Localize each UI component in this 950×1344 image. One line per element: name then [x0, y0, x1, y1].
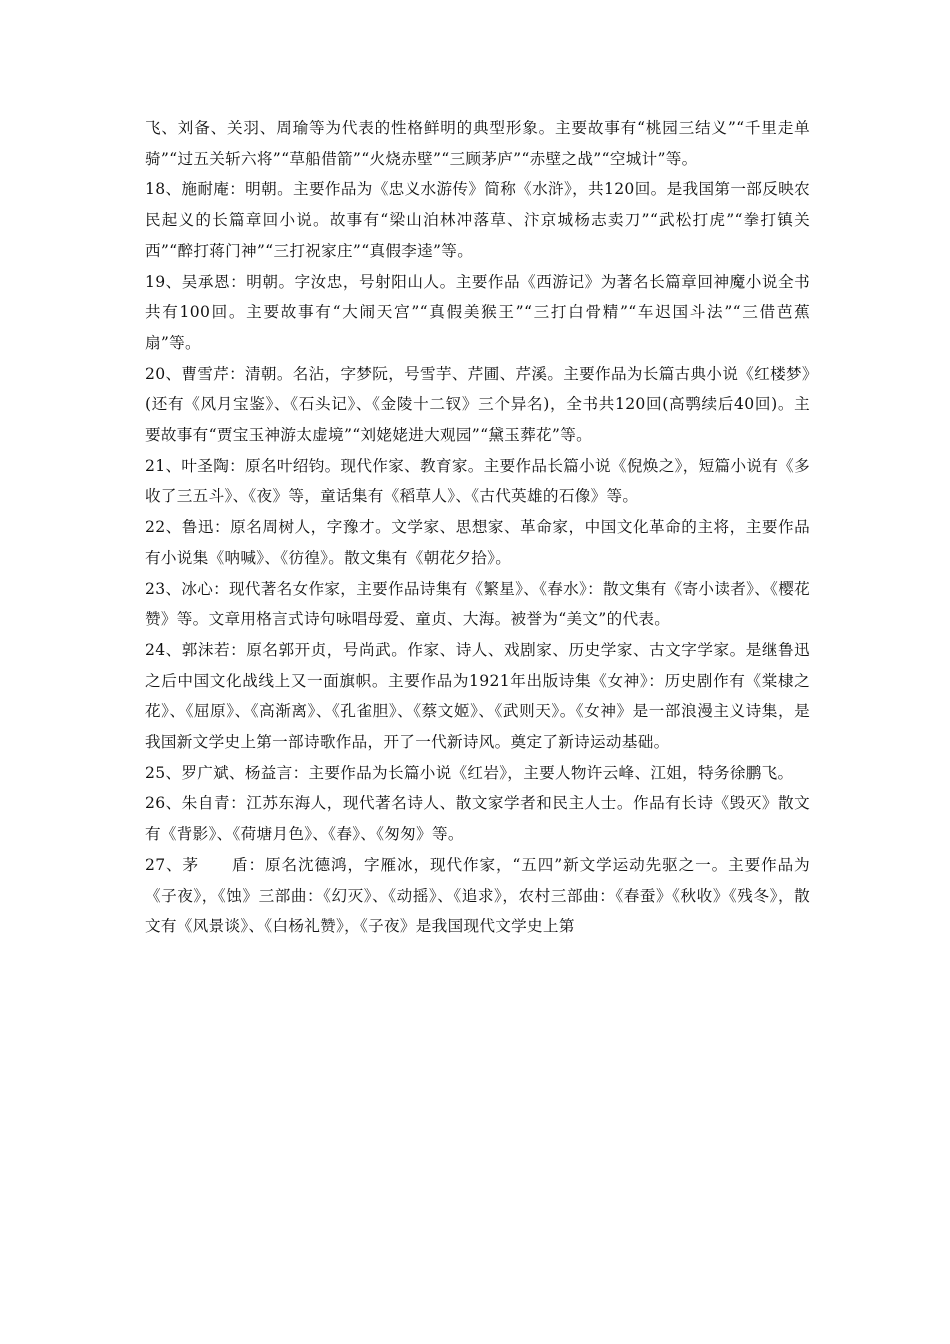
- document-page: [145, 113, 810, 942]
- paragraph-sanguo-continuation: 飞、刘备、关羽、周瑜等为代表的性格鲜明的典型形象。主要故事有“桃园三结义”“千里走单骑”“过五关斩六将”“草船借箭”“火烧赤壁”“三顾茅庐”“赤壁之战”“空城计”等。: [145, 119, 810, 168]
- paragraph-lu-xun: 22、鲁迅：原名周树人，字豫才。文学家、思想家、革命家，中国文化革命的主将，主要作品有小说集《呐喊》、《彷徨》。散文集有《朝花夕拾》。: [145, 518, 810, 567]
- paragraph-cao-xueqin: 20、曹雪芹：清朝。名沾，字梦阮，号雪芋、芹圃、芹溪。主要作品为长篇古典小说《红楼梦》(还有《风月宝鉴》、《石头记》、《金陵十二钗》三个异名)，全书共120回(高鹗续后40回)。主要故事有“贾宝玉神游太虚境”“刘姥姥进大观园”“黛玉葬花”等。: [145, 364, 810, 445]
- paragraph-guo-moruo: 24、郭沫若：原名郭开贞，号尚武。作家、诗人、戏剧家、历史学家、古文字学家。是继鲁迅之后中国文化战线上又一面旗帜。主要作品为1921年出版诗集《女神》：历史剧作有《棠棣之花》、《屈原》、《高渐离》、《孔雀胆》、《蔡文姬》、《武则天》。《女神》是一部浪漫主义诗集，是我国新文学史上第一部诗歌作品，开了一代新诗风。奠定了新诗运动基础。: [145, 640, 810, 752]
- paragraph-wu-chengen: 19、吴承恩：明朝。字汝忠，号射阳山人。主要作品《西游记》为著名长篇章回神魔小说全书共有100回。主要故事有“大闹天宫”“真假美猴王”“三打白骨精”“车迟国斗法”“三借芭蕉扇”等。: [145, 272, 810, 352]
- paragraph-luo-guangbin-yang-yiyan: 25、罗广斌、杨益言：主要作品为长篇小说《红岩》，主要人物许云峰、江姐，特务徐鹏飞。: [145, 763, 794, 782]
- paragraph-zhu-ziqing: 26、朱自青：江苏东海人，现代著名诗人、散文家学者和民主人士。作品有长诗《毁灭》散文有《背影》、《荷塘月色》、《春》、《匆匆》等。: [145, 794, 810, 844]
- paragraph-shi-naian: 18、施耐庵：明朝。主要作品为《忠义水游传》简称《水浒》，共120回。是我国第一部反映农民起义的长篇章回小说。故事有“梁山泊林冲落草、汴京城杨志卖刀”“武松打虎”“拳打镇关西”“醉打蒋门神”“三打祝家庄”“真假李逵”等。: [145, 180, 810, 260]
- paragraph-ye-shengtao: 21、叶圣陶：原名叶绍钧。现代作家、教育家。主要作品长篇小说《倪焕之》，短篇小说有《多收了三五斗》、《夜》等，童话集有《稻草人》、《古代英雄的石像》等。: [145, 456, 810, 506]
- paragraph-bing-xin: 23、冰心：现代著名女作家，主要作品诗集有《繁星》、《春水》：散文集有《寄小读者》、《樱花赞》等。文章用格言式诗句咏唱母爱、童贞、大海。被誉为“美文”的代表。: [145, 579, 810, 629]
- paragraph-mao-dun: 27、茅 盾：原名沈德鸿，字雁冰，现代作家，“五四”新文学运动先驱之一。主要作品为《子夜》，《蚀》三部曲：《幻灭》、《动摇》、《追求》，农村三部曲：《春蚕》《秋收》《残冬》，散文有《风景谈》、《白杨礼赞》，《子夜》是我国现代文学史上第: [145, 855, 810, 936]
